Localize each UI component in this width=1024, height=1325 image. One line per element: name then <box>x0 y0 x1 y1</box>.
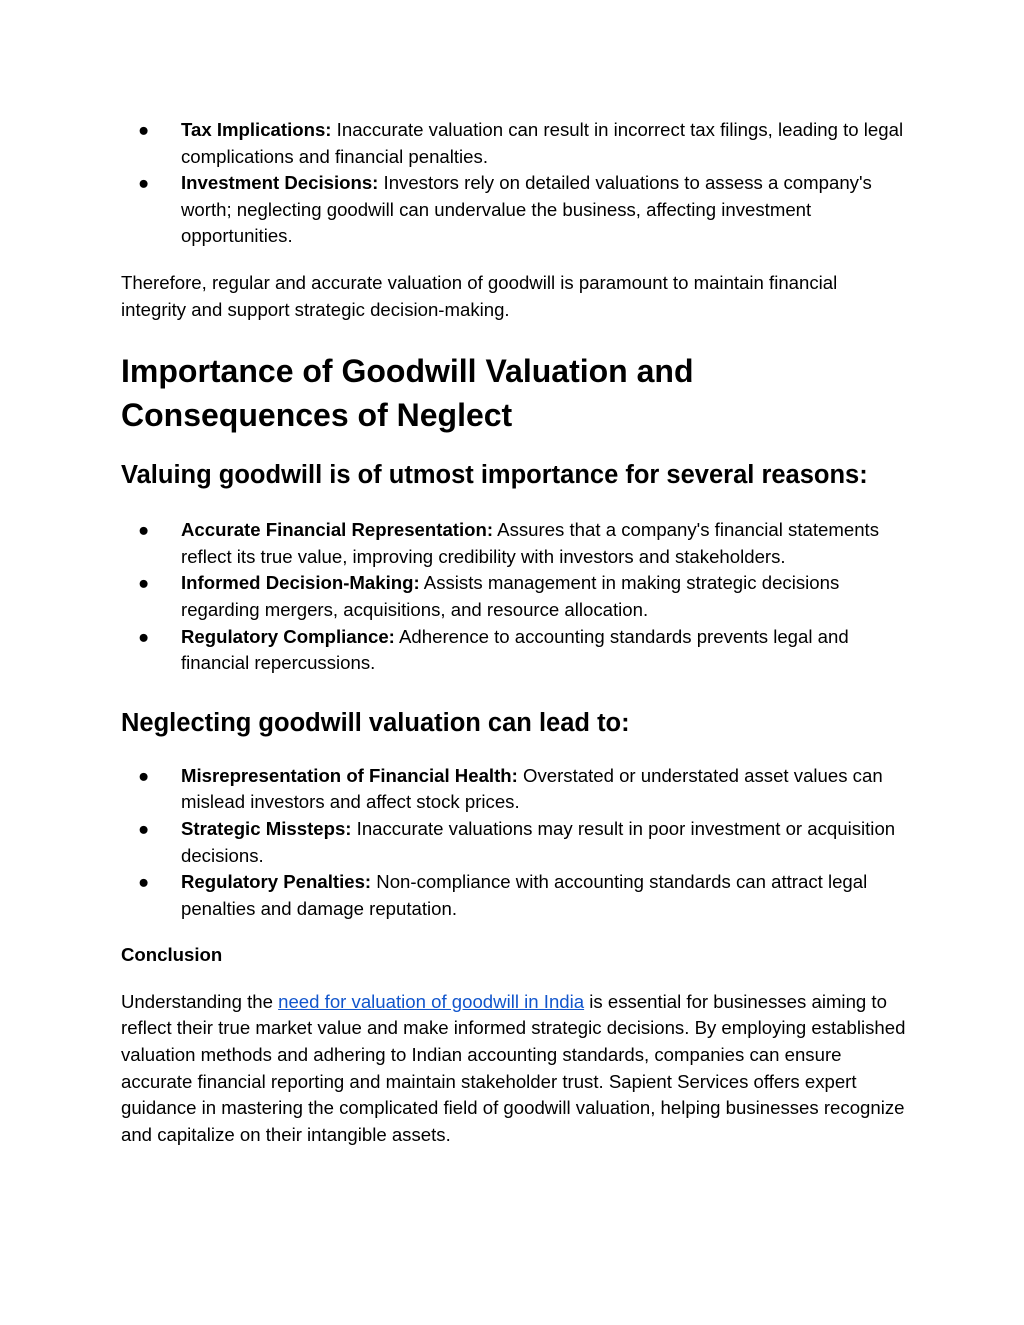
bullet-term: Misrepresentation of Financial Health: <box>181 764 518 786</box>
therefore-paragraph: Therefore, regular and accurate valuation of goodwill is paramount to maintain financial integrity and support strategic decision-making. <box>121 271 838 320</box>
list-item <box>121 117 907 170</box>
list-item <box>121 763 907 816</box>
list-item <box>121 517 907 570</box>
bullet-text: Inaccurate valuations may result in poor investment or acquisition decisions. <box>181 817 896 866</box>
main-heading: Importance of Goodwill Valuation and Consequences of Neglect <box>121 353 694 434</box>
conclusion-text-after: is essential for businesses aiming to reflect their true market value and make informed strategic decisions. By employing established valuation methods and adhering to Indian accounting standards, companies can ensure accurate financial reporting and maintain stakeholder trust. Sapient Services offers expert guidance in mastering the complicated field of goodwill valuation, helping businesses recognize and capitalize on their intangible assets. <box>121 990 906 1145</box>
bullet-text: Assists management in making strategic decisions regarding mergers, acquisitions, and resource allocation. <box>181 572 840 620</box>
list-item <box>121 816 907 869</box>
neglect-heading: Neglecting goodwill valuation can lead to: <box>121 708 630 737</box>
bullet-text: Investors rely on detailed valuations to assess a company's worth; neglecting goodwill can undervalue the business, affecting investment opportunities. <box>181 172 872 247</box>
conclusion-paragraph <box>121 989 907 1149</box>
list-item <box>121 170 907 250</box>
bullet-icon: ● <box>138 519 150 541</box>
document-page <box>121 117 907 1148</box>
bullet-icon: ● <box>138 764 150 786</box>
bullet-icon: ● <box>138 625 150 647</box>
bullet-icon: ● <box>138 871 150 893</box>
intro-bullet-list <box>121 117 907 250</box>
bullet-term: Regulatory Penalties: <box>181 871 372 893</box>
bullet-text: Adherence to accounting standards prevents legal and financial repercussions. <box>181 625 849 674</box>
list-item <box>121 624 907 677</box>
neglect-bullet-list <box>121 763 907 923</box>
bullet-icon: ● <box>138 572 150 594</box>
bullet-icon: ● <box>138 172 150 194</box>
list-item <box>121 570 907 623</box>
list-item <box>121 869 907 922</box>
conclusion-heading: Conclusion <box>121 944 223 966</box>
bullet-icon: ● <box>138 119 150 140</box>
conclusion-text-before: Understanding the <box>121 990 279 1012</box>
bullet-term: Strategic Missteps: <box>181 817 352 839</box>
bullet-term: Tax Implications: <box>181 119 332 140</box>
bullet-term: Investment Decisions: <box>181 172 379 194</box>
goodwill-valuation-link[interactable]: need for valuation of goodwill in India <box>278 990 585 1012</box>
bullet-text: Non-compliance with accounting standards can attract legal penalties and damage reputation. <box>181 871 868 919</box>
bullet-term: Informed Decision-Making: <box>181 572 420 594</box>
bullet-text: Overstated or understated asset values can mislead investors and affect stock prices. <box>181 764 883 813</box>
bullet-text: Inaccurate valuation can result in incorrect tax filings, leading to legal complications and financial penalties. <box>181 119 904 167</box>
bullet-icon: ● <box>138 817 150 839</box>
bullet-term: Regulatory Compliance: <box>181 625 395 647</box>
importance-bullet-list <box>121 517 907 677</box>
importance-heading: Valuing goodwill is of utmost importance for several reasons: <box>121 461 868 490</box>
bullet-text: Assures that a company's financial statements reflect its true value, improving credibility with investors and stakeholders. <box>181 519 879 567</box>
bullet-term: Accurate Financial Representation: <box>181 519 494 541</box>
